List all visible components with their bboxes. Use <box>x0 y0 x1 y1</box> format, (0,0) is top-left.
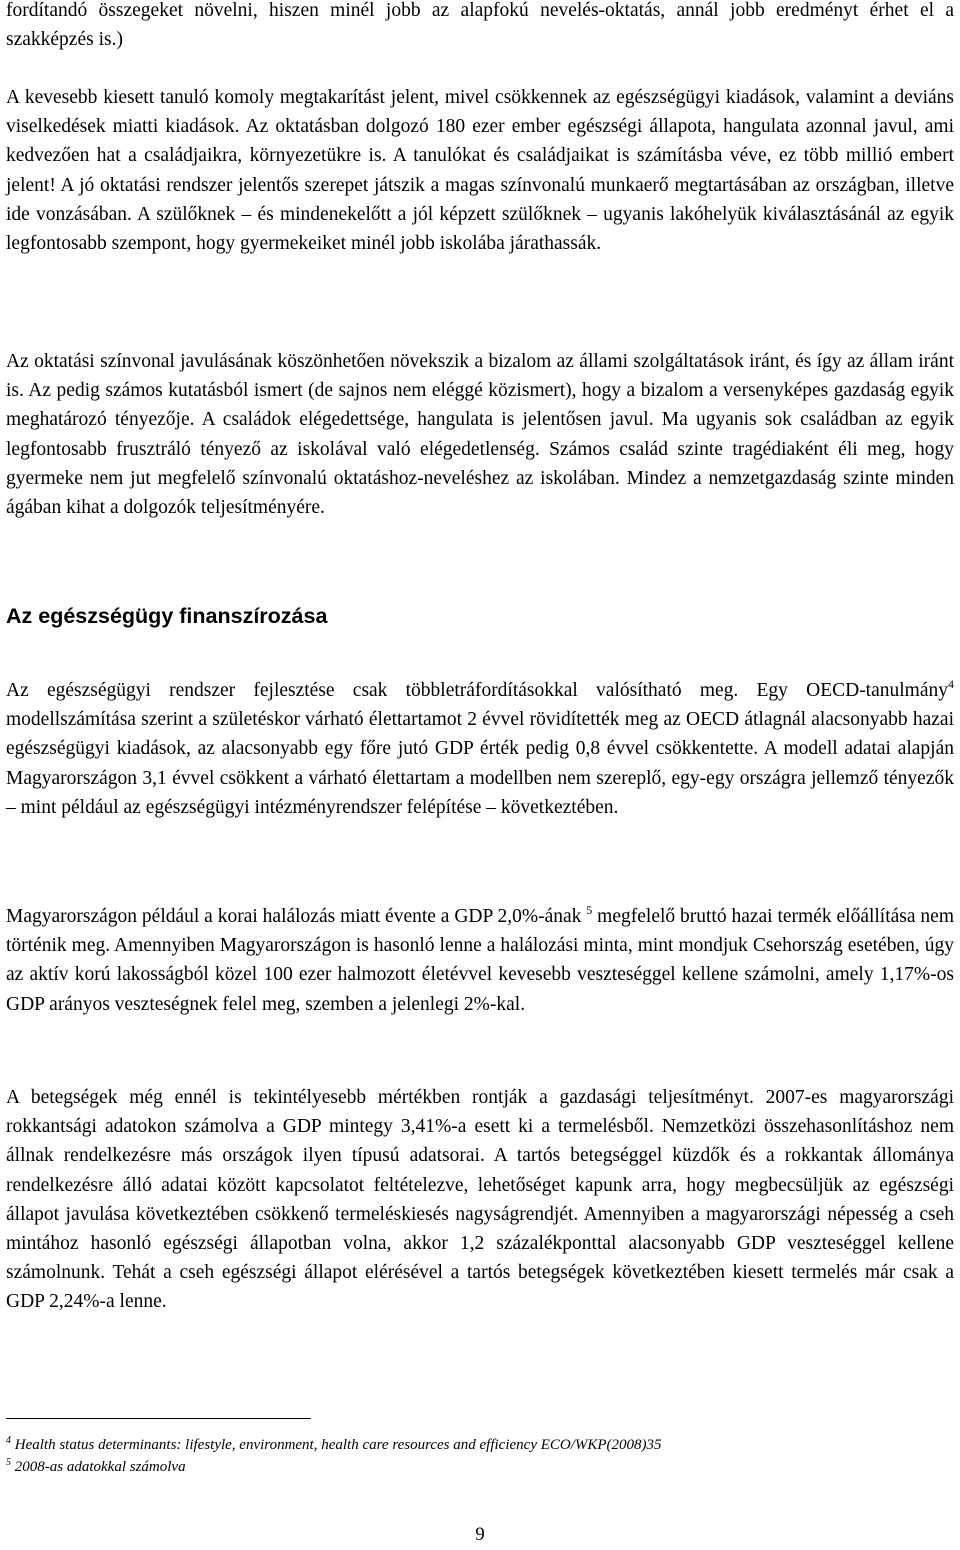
footnotes <box>6 1434 954 1478</box>
paragraph-text: Az egészségügyi rendszer fejlesztése csak többletráfordításokkal valósítható meg. Egy OECD-tanulmány <box>6 680 948 701</box>
footnote-divider <box>6 1418 311 1419</box>
paragraph-disease-impact: A betegségek még ennél is tekintélyesebb mértékben rontják a gazdasági teljesítményt. 2007-es magyarországi rokkantsági adatokon számolva a GDP mintegy 3,41%-a esett ki a termelésből. Nemzetközi összehasonlításhoz nem állnak rendelkezésre más országok ilyen típusú adatsorai. A tartós betegséggel küzdők és a rokkantak állománya rendelkezésre álló adatai között kapcsolatot feltételezve, lehetőséget kapunk arra, hogy megbecsüljük az egészségi állapot javulása következtében csökkenő termeléskiesés nagyságrendjét. Amennyiben a magyarországi népesség a cseh mintához hasonló egészségi állapotban volna, akkor 1,2 százalékponttal alacsonyabb GDP veszteséggel kellene számolnunk. Tehát a cseh egészségi állapot elérésével a tartós betegségek következtében kiesett termelés már csak a GDP 2,24%-a lenne. <box>6 1087 954 1313</box>
paragraph-text: Magyarországon például a korai halálozás miatt évente a GDP 2,0%-ának <box>6 906 587 927</box>
footnote-number: 5 <box>6 1457 11 1468</box>
footnote-ref-5[interactable]: 5 <box>586 903 593 917</box>
footnote-number: 4 <box>6 1435 11 1446</box>
paragraph-text: modellszámítása szerint a születéskor várható élettartamot 2 évvel rövidítették meg az OECD átlagnál alacsonyabb hazai egészségügyi kiadások, az alacsonyabb egy főre jutó GDP érték pedig 0,8 évvel csökkentette. A modell adatai alapján Magyarországon 3,1 évvel csökkent a várható élettartam a modellben nem szereplő, egy-egy országra jellemző tényezők – mint például az egészségügyi intézményrendszer felépítése – következtében. <box>6 709 954 818</box>
footnote-text: 2008-as adatokkal számolva <box>11 1459 186 1475</box>
footnote-text: Health status determinants: lifestyle, environment, health care resources and efficiency ECO/WKP(2008)35 <box>11 1437 662 1453</box>
paragraph-trust: Az oktatási színvonal javulásának köszönhetően növekszik a bizalom az állami szolgáltatások iránt, és így az állam iránt is. Az pedig számos kutatásból ismert (de sajnos nem eléggé közismert), hogy a bizalom a versenyképes gazdaság egyik meghatározó tényezője. A családok elégedettsége, hangulata is jelentősen javul. Ma ugyanis sok családban az egyik legfontosabb frusztráló tényező az iskolával való elégedetlenség. Számos család szinte tragédiaként éli meg, hogy gyermeke nem jut megfelelő színvonalú oktatáshoz-neveléshez az iskolában. Mindez a nemzetgazdaság szinte minden ágában kihat a dolgozók teljesítményére. <box>6 351 954 519</box>
paragraph-text: megfelelő bruttó hazai termék előállítása nem történik meg. Amennyiben Magyarországon is hasonló lenne a halálozási minta, mint mondjuk Csehország esetében, úgy az aktív korú lakosságból közel 100 ezer halmozott életévvel kevesebb veszteséggel kellene számolni, amely 1,17%-os GDP arányos veszteségnek felel meg, szemben a jelenlegi 2%-kal. <box>6 906 954 1015</box>
footnote-ref-4[interactable]: 4 <box>948 677 954 691</box>
paragraph-early-mortality <box>6 902 954 1019</box>
page-number: 9 <box>475 1524 485 1545</box>
paragraph-continuation: fordítandó összegeket növelni, hiszen minél jobb az alapfokú nevelés-oktatás, annál jobb eredményt érhet el a szakképzés is.) <box>6 0 954 51</box>
section-heading: Az egészségügy finanszírozása <box>6 604 328 628</box>
paragraph-savings: A kevesebb kiesett tanuló komoly megtakarítást jelent, mivel csökkennek az egészségügyi kiadások, valamint a deviáns viselkedések miatti kiadások. Az oktatásban dolgozó 180 ezer ember egészségi állapota, hangulata azonnal javul, ami kedvezően hat a családjaikra, környezetükre is. A tanulókat és családjaikat is számításba véve, ez több millió embert jelent! A jó oktatási rendszer jelentős szerepet játszik a magas színvonalú munkaerő megtartásában az országban, illetve ide vonzásában. A szülőknek – és mindenekelőtt a jól képzett szülőknek – ugyanis lakóhelyük kiválasztásánál az egyik legfontosabb szempont, hogy gyermekeiket minél jobb iskolába járathassák. <box>6 87 954 255</box>
paragraph-oecd-study <box>6 676 954 822</box>
footnote-4 <box>6 1434 954 1456</box>
footnote-5 <box>6 1456 954 1478</box>
